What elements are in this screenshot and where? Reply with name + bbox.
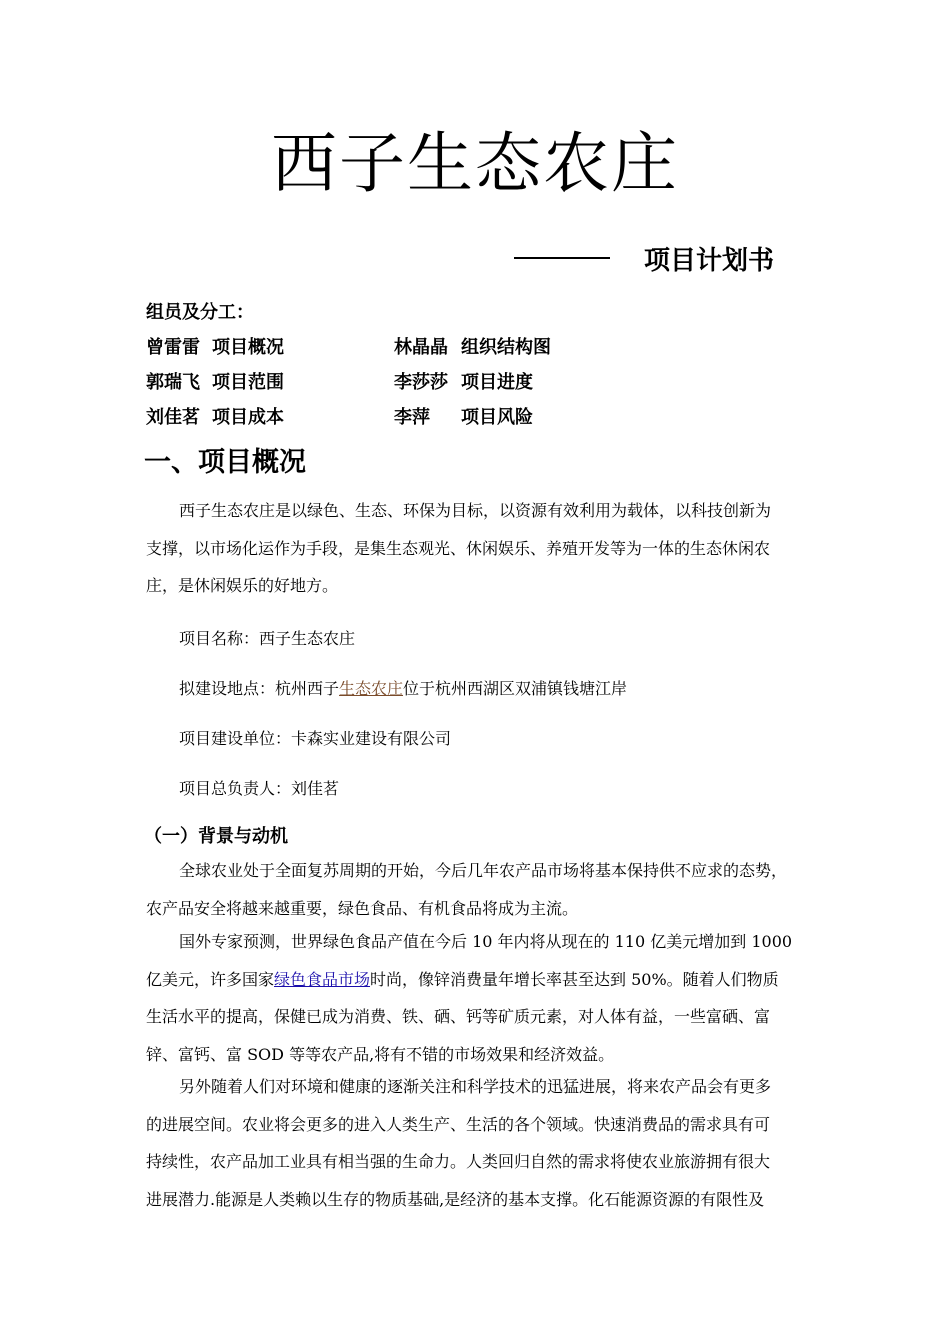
paragraph-line: 另外随着人们对环境和健康的逐渐关注和科学技术的迅猛进展，将来农产品会有更多	[179, 1077, 772, 1096]
subtitle-text: 项目计划书	[644, 245, 775, 276]
member-name: 曾雷雷	[146, 337, 200, 358]
location-label: 拟建设地点：杭州西子	[179, 679, 340, 698]
member-task: 项目风险	[461, 407, 533, 428]
location-detail: 位于杭州西湖区双浦镇钱塘江岸	[403, 679, 628, 698]
document-subtitle	[514, 240, 774, 276]
paragraph-line: 的进展空间。农业将会更多的进入人类生产、生活的各个领域。快速消费品的需求具有可	[146, 1114, 771, 1134]
member-task: 项目进度	[461, 372, 533, 393]
member-name: 刘佳茗	[146, 407, 200, 428]
paragraph-line: 国外专家预测，世界绿色食品产值在今后 10 年内将从现在的 110 亿美元增加到 1000	[179, 932, 793, 951]
paragraph-line: 全球农业处于全面复苏周期的开始，今后几年农产品市场将基本保持供不应求的态势，	[179, 861, 788, 880]
green-food-market-link[interactable]: 绿色食品市场	[274, 969, 371, 989]
eco-farm-link[interactable]: 生态农庄	[339, 679, 404, 698]
member-task: 组织结构图	[461, 337, 551, 358]
document-title: 西子生态农庄	[271, 125, 679, 202]
project-manager: 项目总负责人：刘佳茗	[179, 779, 340, 798]
member-name: 郭瑞飞	[146, 372, 200, 393]
paragraph-line: 支撑，以市场化运作为手段，是集生态观光、休闲娱乐、养殖开发等为一体的生态休闲农	[146, 538, 771, 558]
line-text: 时尚，像锌消费量年增长率甚至达到 50%。随着人们物质	[370, 969, 779, 989]
subsection-heading: （一）背景与动机	[144, 826, 288, 847]
paragraph-line: 西子生态农庄是以绿色、生态、环保为目标，以资源有效利用为载体，以科技创新为	[179, 501, 772, 520]
dash-rule	[514, 257, 610, 259]
member-name: 林晶晶	[394, 337, 448, 358]
section-heading: 一、项目概况	[144, 447, 306, 478]
paragraph-line	[146, 961, 812, 999]
project-builder: 项目建设单位：卡森实业建设有限公司	[179, 729, 452, 748]
member-task: 项目成本	[212, 407, 284, 428]
intro-paragraph	[146, 492, 812, 605]
paragraph-line: 生活水平的提高，保健已成为消费、铁、硒、钙等矿质元素，对人体有益，一些富硒、富	[146, 1007, 771, 1026]
paragraph-line: 庄，是休闲娱乐的好地方。	[146, 576, 339, 595]
background-paragraph-1	[146, 852, 812, 927]
member-task: 项目概况	[212, 337, 284, 358]
member-name: 李莎莎	[394, 372, 448, 393]
paragraph-line: 农产品安全将越来越重要，绿色食品、有机食品将成为主流。	[146, 898, 579, 918]
member-name: 李萍	[394, 407, 430, 428]
background-paragraph-3	[146, 1068, 812, 1218]
team-heading: 组员及分工：	[146, 302, 254, 323]
paragraph-line: 持续性，农产品加工业具有相当强的生命力。人类回归自然的需求将使农业旅游拥有很大	[146, 1152, 771, 1171]
project-location	[179, 676, 627, 699]
paragraph-line: 锌、富钙、富 SOD 等等农产品,将有不错的市场效果和经济效益。	[146, 1044, 615, 1064]
member-task: 项目范围	[212, 372, 284, 393]
paragraph-line: 进展潜力.能源是人类赖以生存的物质基础,是经济的基本支撑。化石能源资源的有限性及	[146, 1189, 765, 1209]
project-name: 项目名称：西子生态农庄	[179, 629, 356, 648]
line-text: 亿美元，许多国家	[146, 969, 275, 989]
background-paragraph-2	[146, 923, 812, 1073]
